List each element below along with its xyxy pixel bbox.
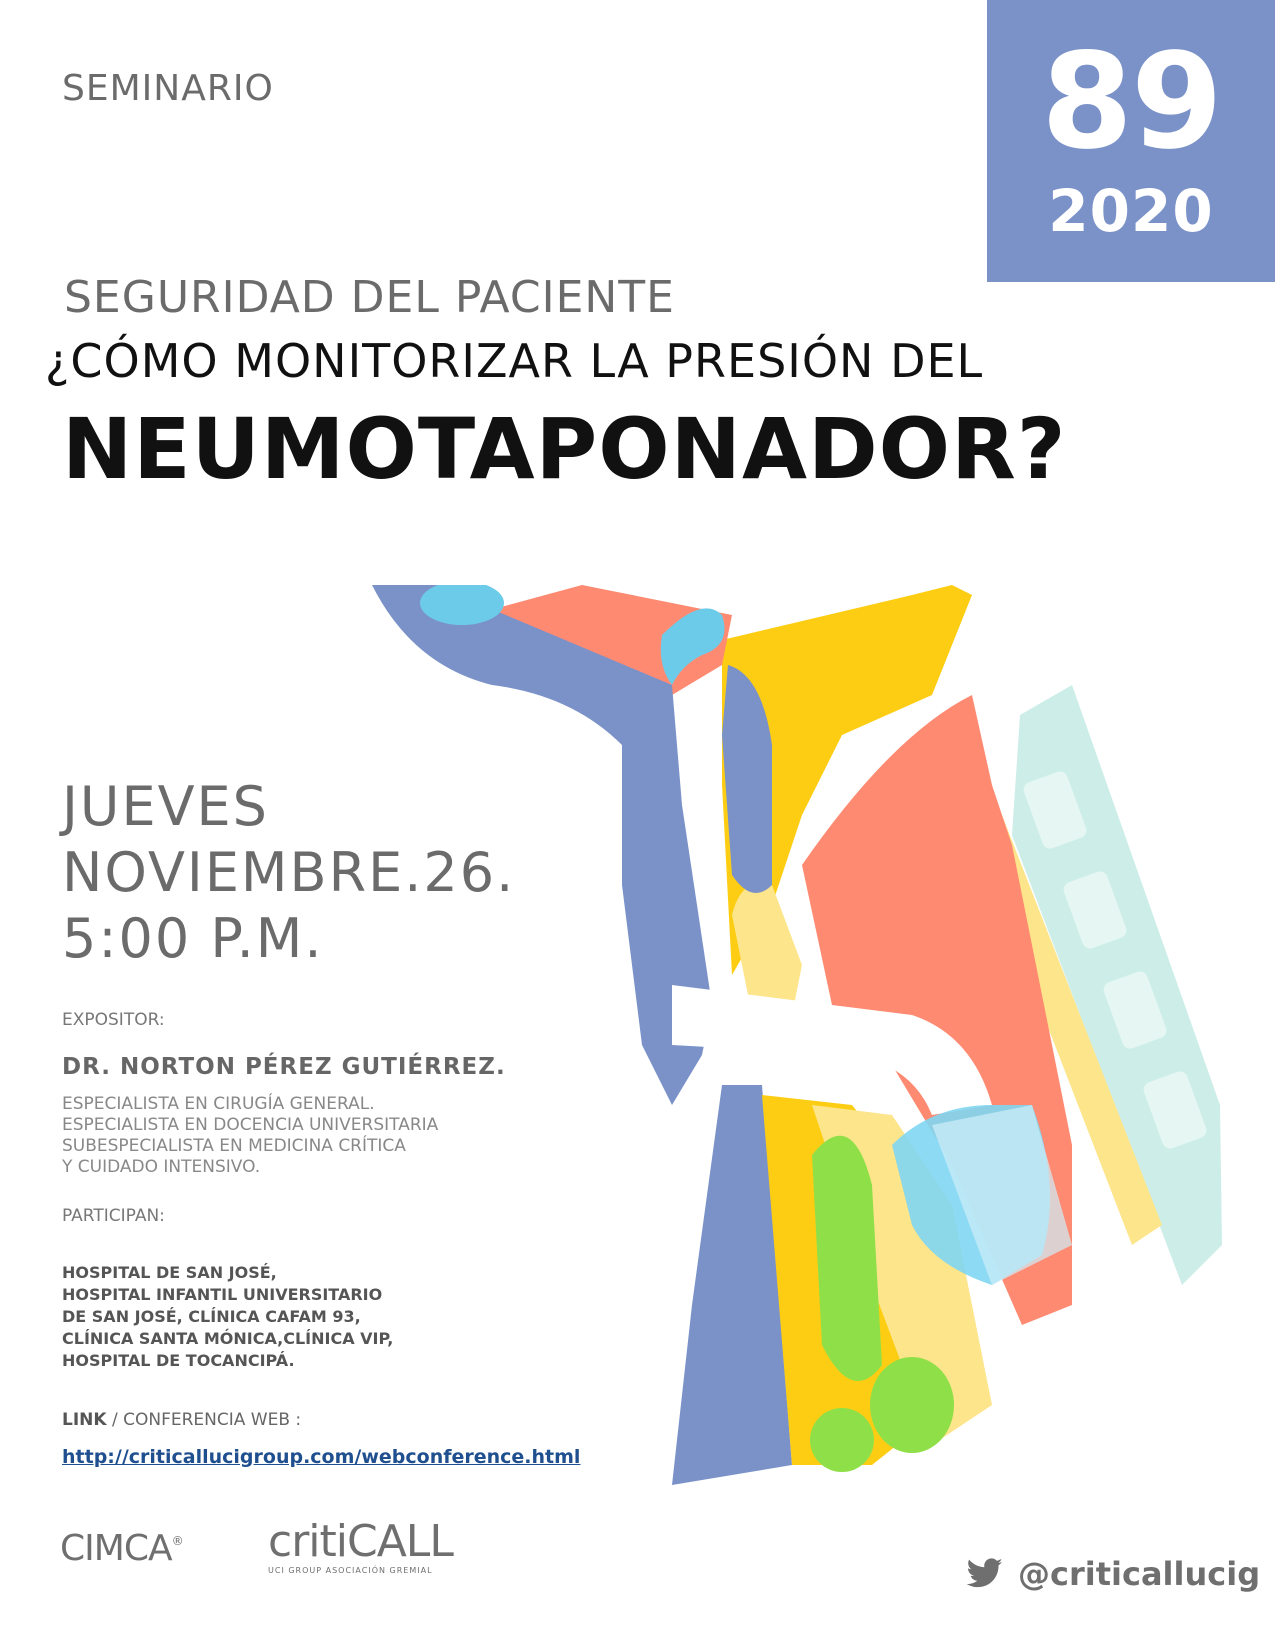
twitter-handle-block	[966, 1555, 1260, 1593]
criticall-logo	[268, 1516, 453, 1575]
seminar-year: 2020	[1048, 177, 1214, 245]
green-lobe	[870, 1357, 954, 1453]
participant-line: CLÍNICA SANTA MÓNICA,CLÍNICA VIP,	[62, 1329, 394, 1348]
participants-list	[62, 1262, 393, 1372]
registered-mark: ®	[171, 1533, 183, 1548]
link-label	[62, 1410, 301, 1430]
link-label-bold: LINK	[62, 1410, 107, 1430]
green-lobe-small	[810, 1408, 874, 1472]
credential-line: ESPECIALISTA EN DOCENCIA UNIVERSITARIA	[62, 1115, 439, 1135]
airway-anatomy-illustration	[372, 585, 1252, 1525]
subtitle: SEGURIDAD DEL PACIENTE	[64, 272, 675, 323]
speaker-name: DR. NORTON PÉREZ GUTIÉRREZ.	[62, 1054, 506, 1080]
criticall-tagline: UCI GROUP ASOCIACIÓN GREMIAL	[268, 1566, 433, 1575]
twitter-handle[interactable]: @criticallucig	[1018, 1555, 1261, 1593]
twitter-bird-icon	[966, 1558, 1004, 1590]
question-title: ¿CÓMO MONITORIZAR LA PRESIÓN DEL	[45, 334, 984, 388]
main-title: NEUMOTAPONADOR?	[62, 400, 1067, 498]
participan-label: PARTICIPAN:	[62, 1206, 165, 1226]
cimca-logo-text: CIMCA	[60, 1528, 172, 1569]
criticall-logo-text: critiCALL	[268, 1516, 453, 1567]
cimca-logo	[60, 1528, 183, 1569]
seminar-number: 89	[1041, 25, 1221, 179]
participant-line: DE SAN JOSÉ, CLÍNICA CAFAM 93,	[62, 1307, 361, 1326]
event-date: NOVIEMBRE.26.	[62, 841, 516, 904]
participant-line: HOSPITAL DE SAN JOSÉ,	[62, 1263, 277, 1282]
event-time: 5:00 P.M.	[62, 907, 324, 970]
event-day: JUEVES	[62, 775, 269, 838]
link-label-rest: / CONFERENCIA WEB :	[106, 1410, 302, 1430]
credential-line: Y CUIDADO INTENSIVO.	[62, 1157, 261, 1177]
credential-line: SUBESPECIALISTA EN MEDICINA CRÍTICA	[62, 1136, 406, 1156]
expositor-label: EXPOSITOR:	[62, 1010, 165, 1030]
seminar-number-badge	[987, 0, 1275, 282]
participant-line: HOSPITAL DE TOCANCIPÁ.	[62, 1351, 295, 1370]
webconference-link[interactable]: http://criticallucigroup.com/webconference.html	[62, 1446, 581, 1468]
credential-line: ESPECIALISTA EN CIRUGÍA GENERAL.	[62, 1094, 375, 1114]
seminario-label: SEMINARIO	[62, 68, 274, 109]
participant-line: HOSPITAL INFANTIL UNIVERSITARIO	[62, 1285, 383, 1304]
